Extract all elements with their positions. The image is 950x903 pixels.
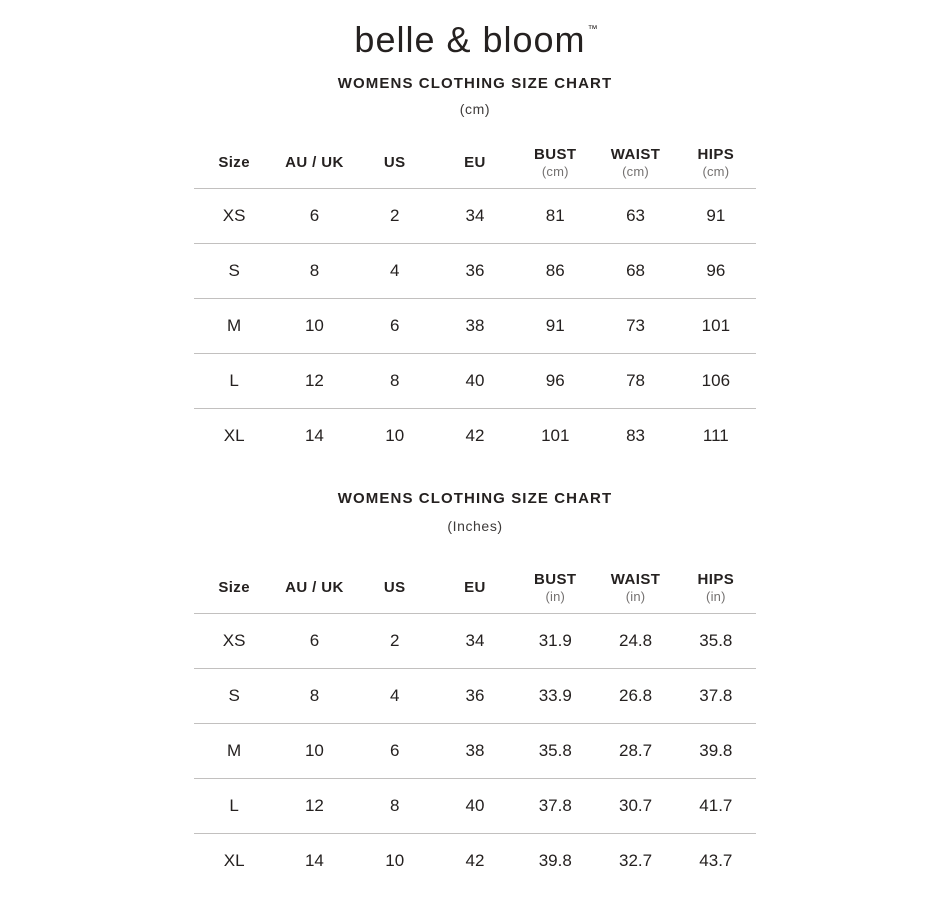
column-label: US	[383, 578, 406, 596]
size-chart-table-cm	[194, 138, 756, 463]
size-chart-table-inches	[194, 563, 756, 888]
measurement-cell: 28.7	[595, 723, 675, 778]
measurement-cell: 14	[304, 850, 324, 870]
measurement-cell: 38	[435, 298, 515, 353]
measurement-cell: 8	[274, 243, 354, 298]
column-header-waist	[595, 138, 675, 188]
table-body-cm	[194, 188, 756, 463]
measurement-cell: 10	[274, 723, 354, 778]
measurement-cell: 6	[355, 298, 435, 353]
column-header-waist	[595, 563, 675, 613]
measurement-cell: 37.8	[515, 778, 595, 833]
measurement-cell: 101	[541, 425, 570, 445]
measurement-cell: 14	[304, 425, 324, 445]
column-header-us	[355, 563, 435, 613]
measurement-cell: 10	[274, 298, 354, 353]
measurement-cell: 10	[385, 425, 405, 445]
column-label: WAIST	[610, 146, 661, 164]
measurement-cell: 42	[465, 425, 485, 445]
measurement-cell: 38	[435, 723, 515, 778]
measurement-cell: 40	[435, 353, 515, 408]
table-row	[194, 833, 756, 888]
measurement-cell: 78	[595, 353, 675, 408]
column-label: HIPS	[697, 146, 735, 164]
measurement-cell: 4	[355, 668, 435, 723]
table-row	[194, 353, 756, 408]
column-unit: (cm)	[541, 164, 569, 180]
table-row	[194, 298, 756, 353]
column-header-hips	[676, 563, 756, 613]
measurement-cell: 26.8	[595, 668, 675, 723]
measurement-cell: 42	[465, 850, 485, 870]
measurement-cell: 10	[385, 850, 405, 870]
measurement-cell: 6	[355, 723, 435, 778]
column-header-size	[194, 138, 274, 188]
size-label-cell: XL	[223, 850, 245, 870]
column-unit: (cm)	[702, 164, 730, 180]
measurement-cell: 35.8	[515, 723, 595, 778]
measurement-cell: 101	[676, 298, 756, 353]
column-header-eu	[435, 563, 515, 613]
measurement-cell: 6	[274, 613, 354, 668]
column-label: BUST	[534, 571, 577, 589]
column-label: AU / UK	[285, 578, 344, 596]
column-label: HIPS	[697, 571, 735, 589]
measurement-cell: 111	[702, 425, 729, 445]
brand-logo	[0, 20, 950, 70]
measurement-cell: 39.8	[676, 723, 756, 778]
measurement-cell: 73	[595, 298, 675, 353]
column-header-bust	[515, 138, 595, 188]
measurement-cell: 30.7	[595, 778, 675, 833]
column-unit: (in)	[545, 589, 566, 605]
chart-unit-inches: (Inches)	[447, 518, 503, 534]
measurement-cell: 36	[435, 243, 515, 298]
size-label-cell: L	[194, 778, 274, 833]
table-body-inches	[194, 613, 756, 888]
table-header-cm	[194, 138, 756, 188]
size-label-cell: XS	[194, 613, 274, 668]
measurement-cell: 2	[355, 188, 435, 243]
column-label: BUST	[534, 146, 577, 164]
measurement-cell: 106	[676, 353, 756, 408]
measurement-cell: 35.8	[676, 613, 756, 668]
table-row	[194, 723, 756, 778]
brand-header	[0, 20, 950, 118]
measurement-cell: 36	[435, 668, 515, 723]
measurement-cell: 6	[274, 188, 354, 243]
measurement-cell: 8	[274, 668, 354, 723]
table-row	[194, 778, 756, 833]
brand-name: belle & bloom	[354, 19, 586, 60]
size-label-cell: L	[194, 353, 274, 408]
column-label: US	[383, 153, 406, 171]
measurement-cell: 12	[274, 353, 354, 408]
column-header-eu	[435, 138, 515, 188]
column-header-hips	[676, 138, 756, 188]
measurement-cell: 96	[676, 243, 756, 298]
measurement-cell: 39.8	[538, 850, 572, 870]
measurement-cell: 91	[515, 298, 595, 353]
measurement-cell: 63	[595, 188, 675, 243]
measurement-cell: 81	[515, 188, 595, 243]
size-label-cell: S	[194, 243, 274, 298]
table-row	[194, 188, 756, 243]
table-row	[194, 243, 756, 298]
size-label-cell: M	[194, 298, 274, 353]
measurement-cell: 34	[435, 188, 515, 243]
measurement-cell: 8	[355, 353, 435, 408]
chart-title-cm: WOMENS CLOTHING SIZE CHART	[337, 75, 613, 92]
table-row	[194, 408, 756, 463]
measurement-cell: 34	[435, 613, 515, 668]
chart-title-inches: WOMENS CLOTHING SIZE CHART	[337, 490, 613, 507]
measurement-cell: 40	[435, 778, 515, 833]
column-label: WAIST	[610, 571, 661, 589]
measurement-cell: 8	[355, 778, 435, 833]
column-unit: (cm)	[622, 164, 649, 180]
measurement-cell: 83	[626, 425, 645, 445]
measurement-cell: 32.7	[619, 850, 653, 870]
trademark-symbol: ™	[587, 24, 598, 35]
column-header-au-uk	[274, 138, 354, 188]
size-label-cell: XL	[223, 425, 245, 445]
size-label-cell: XS	[194, 188, 274, 243]
measurement-cell: 2	[355, 613, 435, 668]
table-row	[194, 613, 756, 668]
measurement-cell: 33.9	[515, 668, 595, 723]
header-row	[194, 563, 756, 613]
table-row	[194, 668, 756, 723]
size-label-cell: S	[194, 668, 274, 723]
measurement-cell: 31.9	[515, 613, 595, 668]
column-label: Size	[218, 578, 250, 596]
measurement-cell: 96	[515, 353, 595, 408]
size-label-cell: M	[194, 723, 274, 778]
column-label: AU / UK	[285, 153, 344, 171]
column-header-au-uk	[274, 563, 354, 613]
column-label: EU	[464, 578, 486, 596]
column-label: Size	[218, 153, 250, 171]
measurement-cell: 43.7	[699, 850, 733, 870]
measurement-cell: 86	[515, 243, 595, 298]
column-unit: (in)	[706, 589, 726, 605]
chart-unit-cm: (cm)	[459, 101, 491, 117]
table-header-inches	[194, 563, 756, 613]
measurement-cell: 12	[274, 778, 354, 833]
column-header-us	[355, 138, 435, 188]
column-header-bust	[515, 563, 595, 613]
column-unit: (in)	[625, 589, 646, 605]
column-label: EU	[464, 153, 486, 171]
header-row	[194, 138, 756, 188]
column-header-size	[194, 563, 274, 613]
measurement-cell: 41.7	[676, 778, 756, 833]
measurement-cell: 24.8	[595, 613, 675, 668]
measurement-cell: 68	[595, 243, 675, 298]
measurement-cell: 37.8	[676, 668, 756, 723]
measurement-cell: 91	[676, 188, 756, 243]
measurement-cell: 4	[355, 243, 435, 298]
